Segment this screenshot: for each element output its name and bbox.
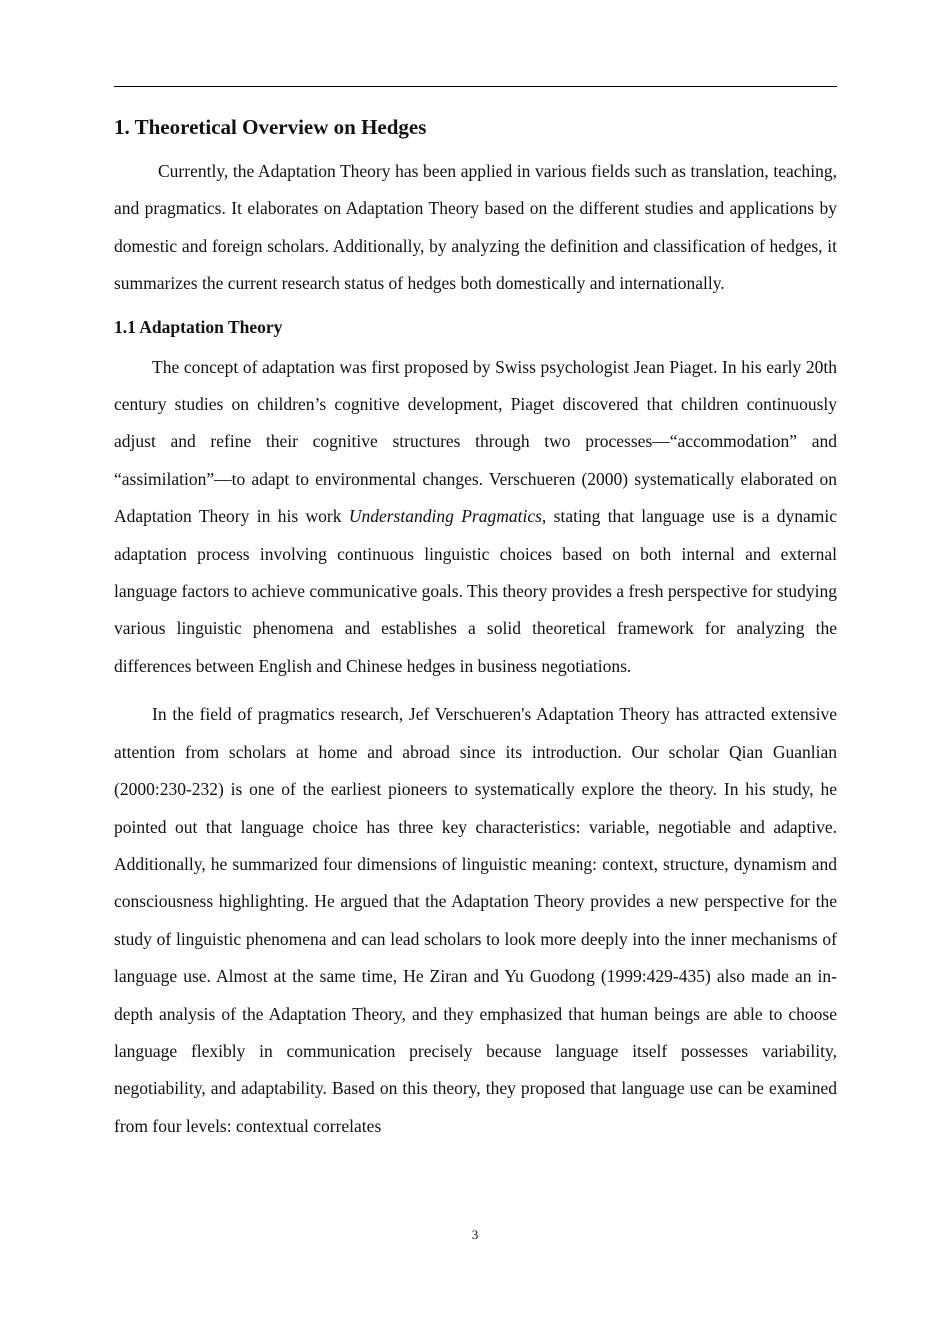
header-rule — [114, 86, 837, 87]
intro-paragraph: Currently, the Adaptation Theory has been applied in various fields such as translation, teaching, and pragmatics. It elaborates on Adaptation Theory based on the different studies and applications by domestic and foreign scholars. Additionally, by analyzing the definition and classification of hedges, it summarizes the current research status of hedges both domestically and internationally. — [114, 161, 837, 294]
page-content — [114, 111, 837, 1145]
paragraph-text: The concept of adaptation was first proposed by Swiss psychologist Jean Piaget. In his early 20th century studies on children’s cognitive development, Piaget discovered that children continuously adjust and refine their cognitive structures through two processes—“accommodation” and “assimilation”—to adapt to environmental changes. Verschueren (2000) systematically elaborated on Adaptation Theory in his work — [114, 356, 837, 527]
paragraph-text: , stating that language use is a dynamic adaptation process involving continuous linguistic choices based on both internal and external language factors to achieve communicative goals. This theory provides a fresh perspective for studying various linguistic phenomena and establishes a solid theoretical framework for analyzing the differences between English and Chinese hedges in business negotiations. — [114, 506, 837, 676]
book-title: Understanding Pragmatics — [348, 506, 542, 527]
page-number: 3 — [471, 1227, 479, 1242]
subsection-heading: 1.1 Adaptation Theory — [114, 316, 283, 337]
paragraph-pragmatics-research: In the field of pragmatics research, Jef Verschueren's Adaptation Theory has attracted extensive attention from scholars at home and abroad since its introduction. Our scholar Qian Guanlian (2000:230-232) is one of the earliest pioneers to systematically explore the theory. In his study, he pointed out that language choice has three key characteristics: variable, negotiable and adaptive. Additionally, he summarized four dimensions of linguistic meaning: context, structure, dynamism and consciousness highlighting. He argued that the Adaptation Theory provides a new perspective for the study of linguistic phenomena and can lead scholars to look more deeply into the inner mechanisms of language use. Almost at the same time, He Ziran and Yu Guodong (1999:429-435) also made an in-depth analysis of the Adaptation Theory, and they emphasized that human beings are able to choose language flexibly in communication precisely because language itself possesses variability, negotiability, and adaptability. Based on this theory, they proposed that language use can be examined from four levels: contextual correlates — [114, 704, 837, 1136]
paragraph-adaptation-concept — [114, 349, 837, 686]
section-heading: 1. Theoretical Overview on Hedges — [114, 115, 427, 139]
